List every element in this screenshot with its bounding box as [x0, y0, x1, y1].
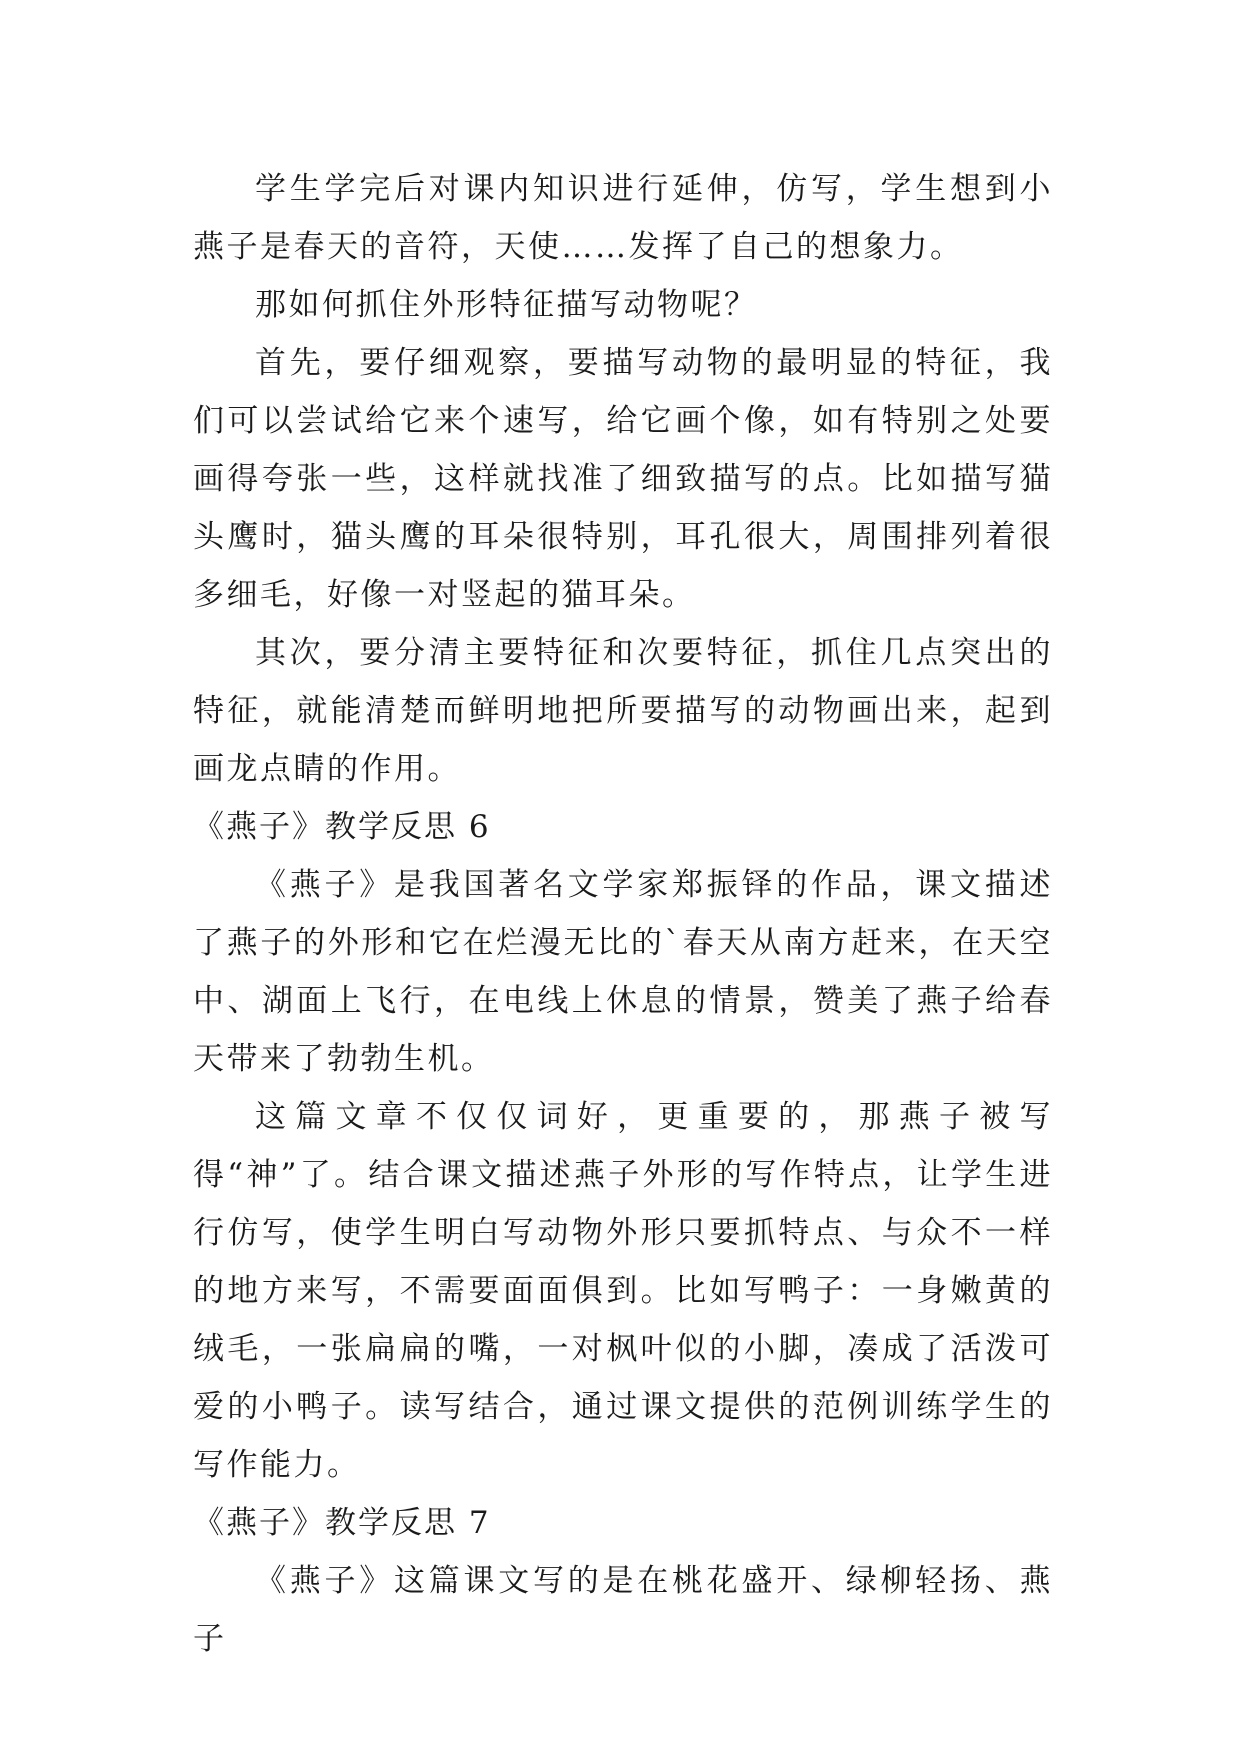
paragraph-question: 那如何抓住外形特征描写动物呢？ — [255, 287, 758, 323]
paragraph-first-observe: 首先，要仔细观察，要描写动物的最明显的特征，我们可以尝试给它来个速写，给它画个像，如有特别之处要画得夸张一些，这样就找准了细致描写的点。比如描写猫头鹰时，猫头鹰的耳朵很特别，耳孔很大，周围排列着很多细毛，好像一对竖起的猫耳朵。 — [193, 345, 1053, 613]
paragraph-reflection-7-start: 《燕子》这篇课文写的是在桃花盛开、绿柳轻扬、燕子 — [193, 1563, 1053, 1657]
paragraph-swallow-intro: 《燕子》是我国著名文学家郑振铎的作品，课文描述了燕子的外形和它在烂漫无比的`春天从南方赶来，在天空中、湖面上飞行，在电线上休息的情景，赞美了燕子给春天带来了勃勃生机。 — [193, 867, 1053, 1077]
document-body — [193, 160, 1053, 1668]
section-heading-reflection-6: 《燕子》教学反思 6 — [193, 809, 491, 845]
section-heading-reflection-7: 《燕子》教学反思 7 — [193, 1505, 491, 1541]
paragraph-second-features: 其次，要分清主要特征和次要特征，抓住几点突出的特征，就能清楚而鲜明地把所要描写的动物画出来，起到画龙点睛的作用。 — [193, 635, 1053, 787]
paragraph-article-analysis: 这篇文章不仅仅词好，更重要的，那燕子被写得“神”了。结合课文描述燕子外形的写作特点，让学生进行仿写，使学生明白写动物外形只要抓特点、与众不一样的地方来写，不需要面面俱到。比如写鸭子：一身嫩黄的绒毛，一张扁扁的嘴，一对枫叶似的小脚，凑成了活泼可爱的小鸭子。读写结合，通过课文提供的范例训练学生的写作能力。 — [193, 1099, 1053, 1483]
paragraph-imitation-writing: 学生学完后对课内知识进行延伸，仿写，学生想到小燕子是春天的音符，天使……发挥了自己的想象力。 — [193, 171, 1053, 265]
